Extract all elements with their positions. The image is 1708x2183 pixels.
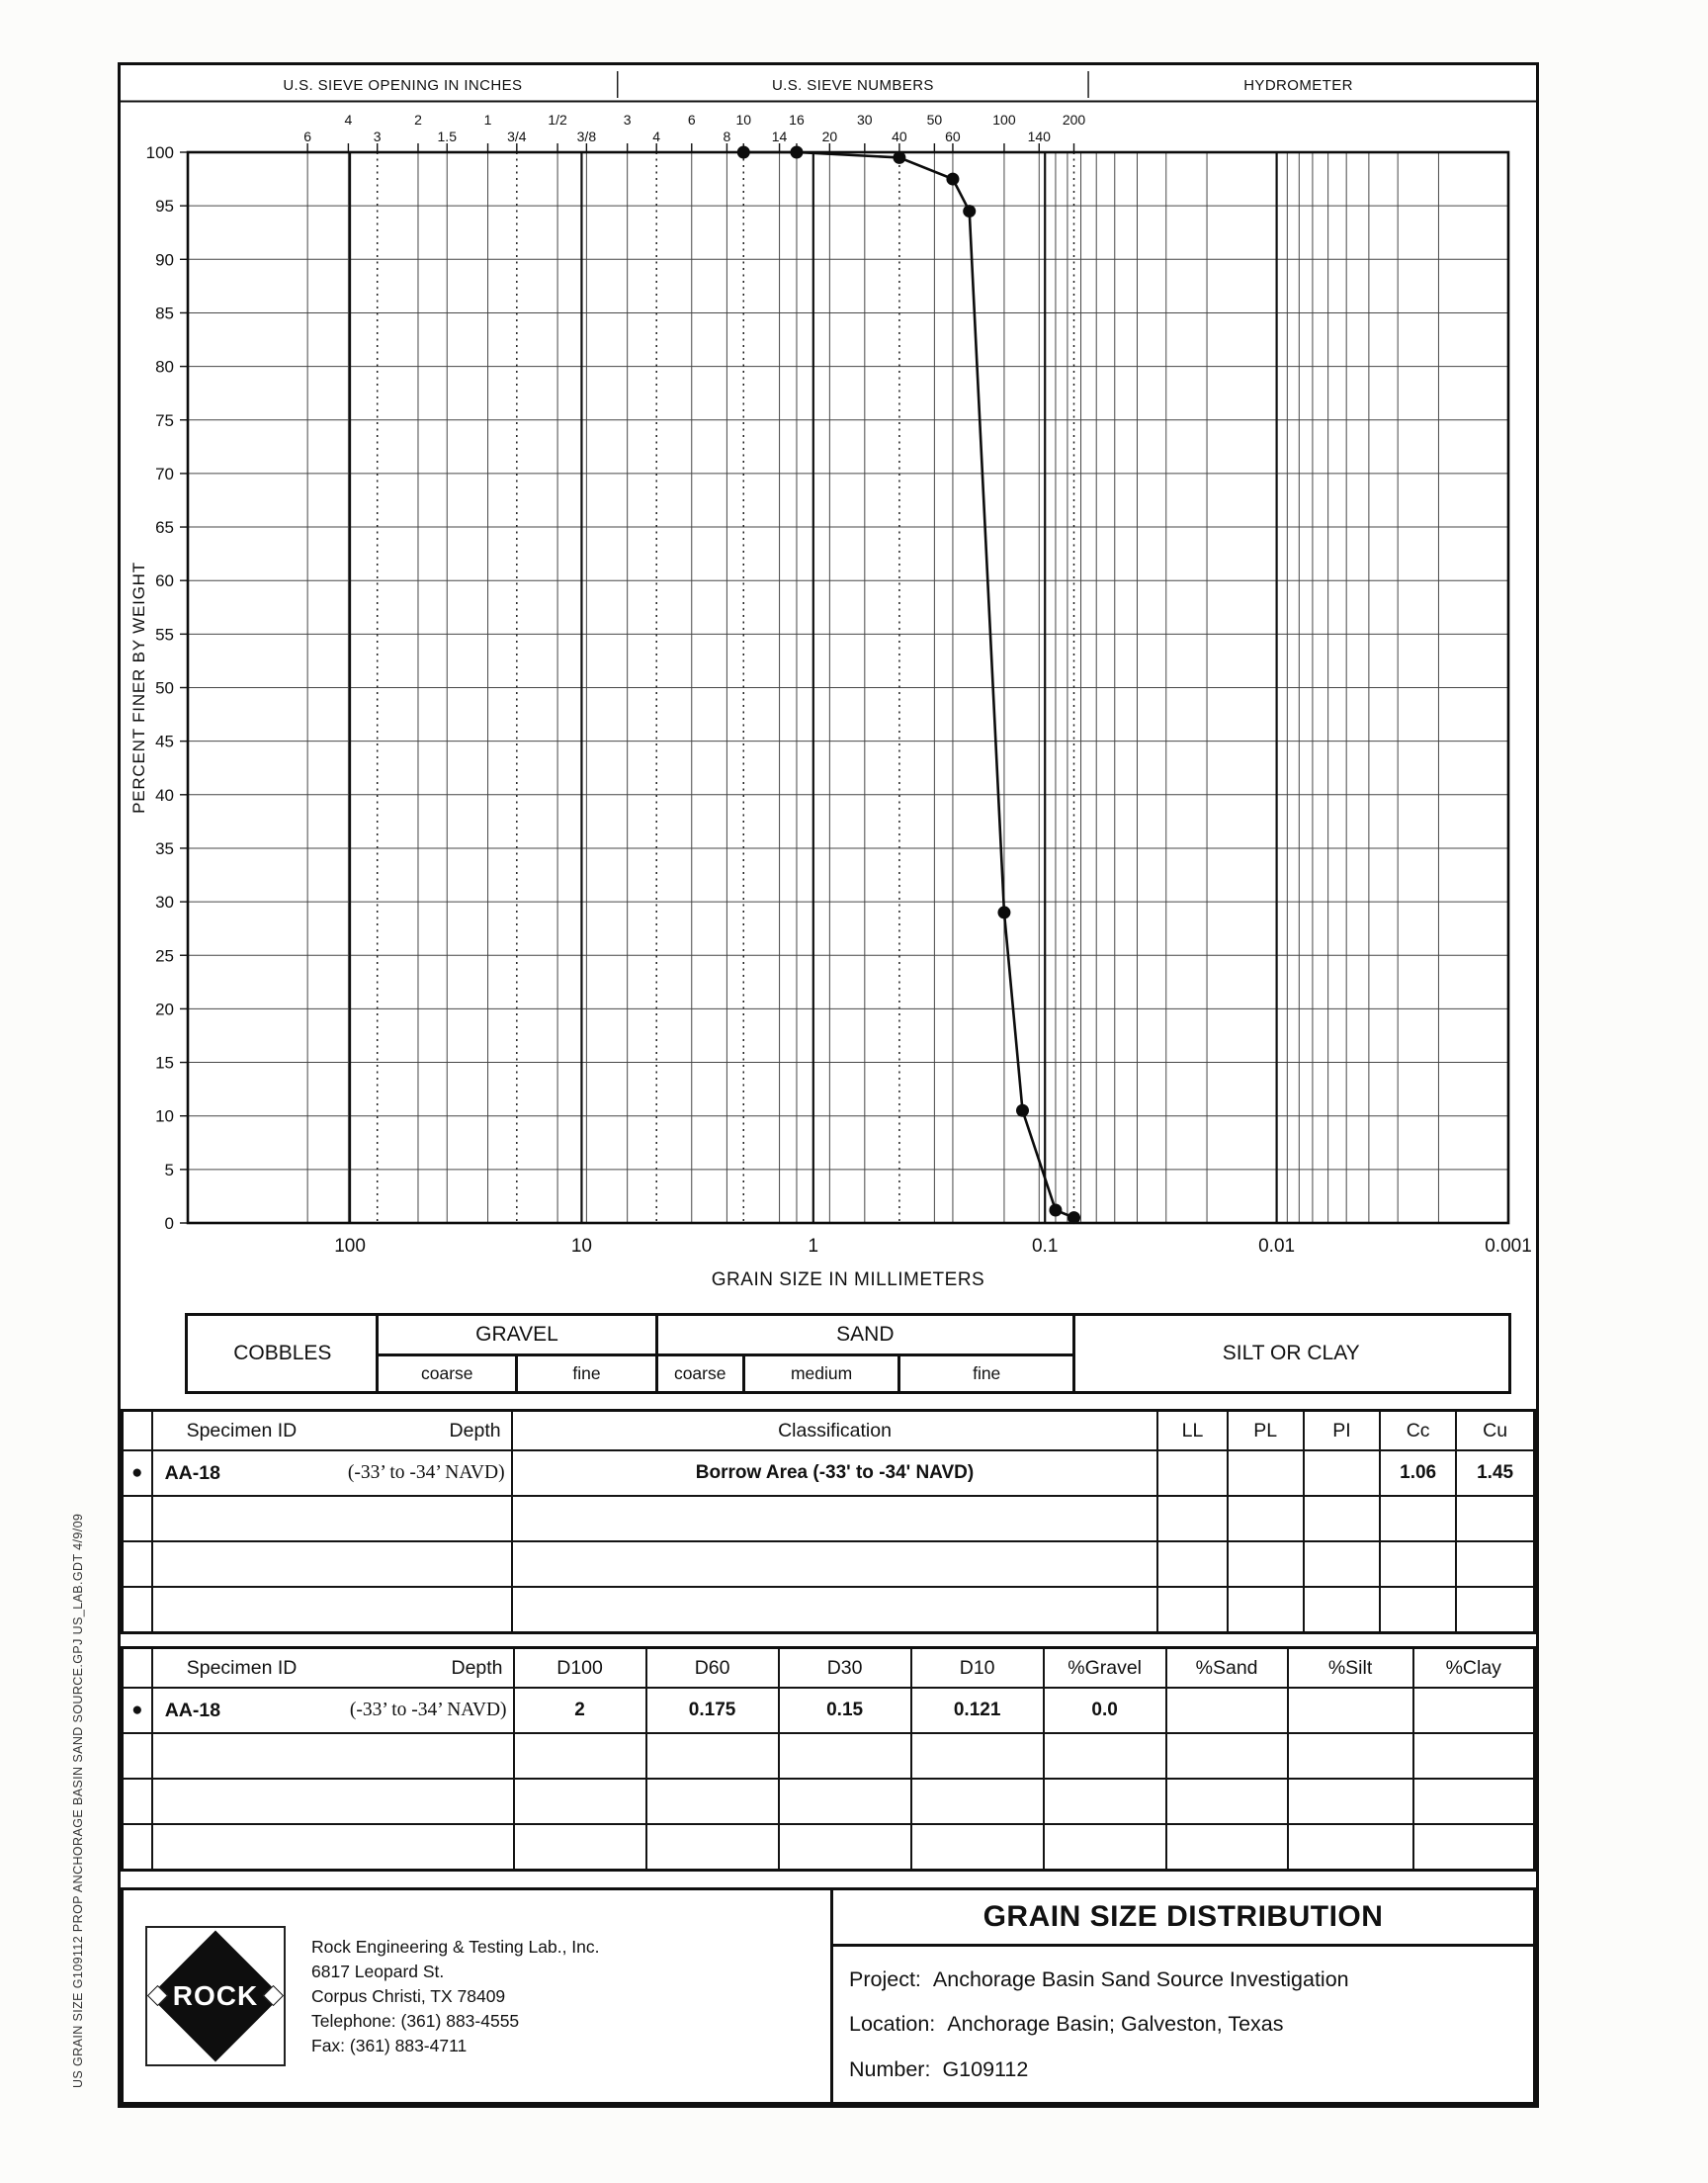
sieve-size-label: 30 bbox=[857, 112, 873, 128]
svg-text:55: 55 bbox=[155, 625, 174, 645]
value-cell: 0.121 bbox=[911, 1688, 1044, 1733]
classification-subcell: coarse bbox=[673, 1363, 726, 1383]
specimen-id-header: Specimen ID bbox=[186, 1419, 298, 1441]
company-street: 6817 Leopard St. bbox=[311, 1961, 445, 1981]
column-header: %Gravel bbox=[1044, 1648, 1166, 1689]
value-cell: 1.45 bbox=[1456, 1450, 1534, 1496]
number-row bbox=[849, 2057, 1533, 2082]
sieve-size-label: 20 bbox=[821, 129, 838, 144]
data-point-marker bbox=[963, 205, 976, 218]
sieve-size-label: 200 bbox=[1062, 112, 1086, 128]
data-table bbox=[121, 1409, 1536, 1634]
report-fields bbox=[833, 1947, 1533, 2102]
sieve-size-label: 6 bbox=[303, 129, 312, 144]
sieve-size-label: 4 bbox=[344, 112, 353, 128]
data-point-marker bbox=[790, 146, 803, 159]
column-header: %Clay bbox=[1413, 1648, 1535, 1689]
svg-text:60: 60 bbox=[155, 571, 174, 591]
specimen-depth: (-33’ to -34’ NAVD) bbox=[349, 1700, 507, 1720]
classification-cell: SAND bbox=[836, 1323, 895, 1346]
specimen-id: AA-18 bbox=[164, 1461, 220, 1484]
data-point-marker bbox=[997, 906, 1010, 918]
project-value: Anchorage Basin Sand Source Investigation bbox=[932, 1966, 1349, 1991]
value-cell: 0.175 bbox=[646, 1688, 779, 1733]
specimen-classification-table bbox=[121, 1409, 1536, 1634]
data-point-marker bbox=[1016, 1104, 1029, 1117]
svg-text:40: 40 bbox=[155, 785, 174, 805]
x-axis-tick-label: 0.001 bbox=[1485, 1236, 1532, 1257]
svg-text:95: 95 bbox=[155, 197, 174, 217]
data-point-marker bbox=[737, 146, 750, 159]
sieve-size-label: 3 bbox=[373, 129, 382, 144]
empty-table-row bbox=[123, 1541, 1535, 1587]
sieve-size-label: 100 bbox=[992, 112, 1016, 128]
svg-text:50: 50 bbox=[155, 678, 174, 698]
value-cell: 1.06 bbox=[1380, 1450, 1456, 1496]
value-cell: Borrow Area (-33' to -34' NAVD) bbox=[512, 1450, 1158, 1496]
classification-strip bbox=[185, 1313, 1511, 1394]
svg-text:5: 5 bbox=[164, 1160, 174, 1179]
rock-logo bbox=[145, 1926, 286, 2066]
empty-table-row bbox=[123, 1587, 1535, 1633]
company-city: Corpus Christi, TX 78409 bbox=[311, 1985, 506, 2006]
axis-section-label: HYDROMETER bbox=[1243, 77, 1353, 94]
value-cell bbox=[1304, 1450, 1380, 1496]
classification-subcell: fine bbox=[973, 1363, 1001, 1383]
x-axis-tick-label: 10 bbox=[570, 1236, 593, 1257]
sieve-size-label: 8 bbox=[723, 129, 731, 144]
table-header-row bbox=[123, 1648, 1535, 1689]
column-header: Cc bbox=[1380, 1411, 1456, 1451]
grid-lines bbox=[188, 152, 1508, 1223]
company-address bbox=[311, 1935, 600, 2058]
column-header: D100 bbox=[514, 1648, 646, 1689]
svg-text:15: 15 bbox=[155, 1053, 174, 1073]
sieve-size-label: 3/8 bbox=[576, 129, 597, 144]
svg-text:75: 75 bbox=[155, 410, 174, 430]
sieve-size-label: 1.5 bbox=[437, 129, 457, 144]
number-label: Number: bbox=[849, 2056, 931, 2081]
sieve-size-label: 16 bbox=[789, 112, 805, 128]
svg-text:20: 20 bbox=[155, 1000, 174, 1019]
title-block bbox=[121, 1887, 1536, 2105]
column-header: PL bbox=[1228, 1411, 1304, 1451]
depth-header: Depth bbox=[451, 1656, 503, 1679]
sieve-size-label: 140 bbox=[1027, 129, 1051, 144]
empty-table-row bbox=[123, 1733, 1535, 1779]
company-name: Rock Engineering & Testing Lab., Inc. bbox=[311, 1936, 600, 1957]
svg-text:80: 80 bbox=[155, 357, 174, 377]
svg-text:90: 90 bbox=[155, 250, 174, 270]
column-header: %Sand bbox=[1166, 1648, 1288, 1689]
grain-size-chart bbox=[121, 65, 1536, 1313]
classification-cell: GRAVEL bbox=[475, 1323, 558, 1346]
axis-section-label: U.S. SIEVE OPENING IN INCHES bbox=[283, 77, 523, 94]
sieve-size-label: 2 bbox=[414, 112, 422, 128]
value-cell bbox=[1413, 1688, 1535, 1733]
empty-table-row bbox=[123, 1779, 1535, 1824]
column-header: LL bbox=[1157, 1411, 1227, 1451]
classification-subcell: medium bbox=[790, 1363, 853, 1383]
sieve-size-label: 1/2 bbox=[548, 112, 567, 128]
axis-section-label: U.S. SIEVE NUMBERS bbox=[771, 77, 934, 94]
report-title: GRAIN SIZE DISTRIBUTION bbox=[833, 1890, 1533, 1947]
value-cell bbox=[1166, 1688, 1288, 1733]
svg-text:30: 30 bbox=[155, 893, 174, 913]
svg-text:0: 0 bbox=[164, 1214, 174, 1233]
svg-text:100: 100 bbox=[145, 143, 174, 162]
marker-column-header bbox=[123, 1648, 152, 1689]
svg-text:35: 35 bbox=[155, 838, 174, 858]
data-table bbox=[121, 1646, 1536, 1872]
series-marker: ● bbox=[123, 1688, 152, 1733]
value-cell: 2 bbox=[514, 1688, 646, 1733]
specimen-id-header: Specimen ID bbox=[186, 1656, 298, 1679]
classification-subcell: fine bbox=[572, 1363, 601, 1383]
column-header: D60 bbox=[646, 1648, 779, 1689]
file-reference-sidetext: US GRAIN SIZE G109112 PROP ANCHORAGE BASIN SAND SOURCE.GPJ US_LAB.GDT 4/9/09 bbox=[71, 1513, 85, 2088]
column-header: Classification bbox=[512, 1411, 1158, 1451]
data-point-marker bbox=[1068, 1211, 1080, 1224]
data-point-marker bbox=[946, 173, 959, 186]
table-header-row bbox=[123, 1411, 1535, 1451]
sieve-size-label: 3 bbox=[623, 112, 632, 128]
axis-ticks-and-labels bbox=[129, 112, 1532, 1290]
classification-cell: SILT OR CLAY bbox=[1222, 1342, 1360, 1364]
location-row bbox=[849, 2012, 1533, 2037]
table-row bbox=[123, 1688, 1535, 1733]
top-header-band bbox=[121, 71, 1536, 102]
specimen-depth: (-33’ to -34’ NAVD) bbox=[347, 1462, 505, 1483]
x-axis-tick-label: 0.1 bbox=[1031, 1236, 1059, 1257]
table-row bbox=[123, 1450, 1535, 1496]
data-point-marker bbox=[1049, 1204, 1062, 1217]
project-label: Project: bbox=[849, 1966, 921, 1991]
sieve-size-label: 60 bbox=[945, 129, 961, 144]
svg-text:85: 85 bbox=[155, 304, 174, 323]
column-header: PI bbox=[1304, 1411, 1380, 1451]
svg-text:25: 25 bbox=[155, 946, 174, 966]
company-phone: Telephone: (361) 883-4555 bbox=[311, 2010, 520, 2031]
sieve-size-label: 6 bbox=[687, 112, 696, 128]
grain-size-chart-svg bbox=[121, 65, 1536, 1313]
value-cell: 0.15 bbox=[779, 1688, 911, 1733]
location-value: Anchorage Basin; Galveston, Texas bbox=[947, 2012, 1284, 2036]
value-cell: 0.0 bbox=[1044, 1688, 1166, 1733]
x-axis-tick-label: 100 bbox=[334, 1236, 366, 1257]
number-value: G109112 bbox=[942, 2056, 1029, 2081]
document-frame bbox=[118, 62, 1539, 2108]
sieve-size-label: 10 bbox=[735, 112, 752, 128]
marker-column-header bbox=[123, 1411, 152, 1451]
company-fax: Fax: (361) 883-4711 bbox=[311, 2035, 468, 2055]
svg-text:10: 10 bbox=[155, 1106, 174, 1126]
sieve-size-label: 40 bbox=[892, 129, 907, 144]
value-cell bbox=[1228, 1450, 1304, 1496]
series-marker: ● bbox=[123, 1450, 152, 1496]
classification-subcell: coarse bbox=[420, 1363, 473, 1383]
classification-cell: COBBLES bbox=[233, 1342, 332, 1364]
sieve-size-label: 4 bbox=[652, 129, 661, 144]
data-point-marker bbox=[893, 151, 905, 164]
column-header: D10 bbox=[911, 1648, 1044, 1689]
rock-logo-text: ROCK bbox=[172, 1980, 259, 2011]
empty-table-row bbox=[123, 1824, 1535, 1871]
report-info bbox=[833, 1890, 1533, 2102]
sieve-size-label: 14 bbox=[771, 129, 788, 144]
column-header: Cu bbox=[1456, 1411, 1534, 1451]
svg-text:70: 70 bbox=[155, 464, 174, 483]
depth-header: Depth bbox=[449, 1419, 501, 1441]
column-header: D30 bbox=[779, 1648, 911, 1689]
x-axis-tick-label: 0.01 bbox=[1258, 1236, 1296, 1257]
column-header: %Silt bbox=[1288, 1648, 1413, 1689]
sieve-size-label: 1 bbox=[483, 112, 492, 128]
value-cell bbox=[1288, 1688, 1413, 1733]
location-label: Location: bbox=[849, 2012, 936, 2036]
x-axis-title: GRAIN SIZE IN MILLIMETERS bbox=[711, 1269, 985, 1290]
specimen-id: AA-18 bbox=[164, 1699, 221, 1721]
y-axis-title: PERCENT FINER BY WEIGHT bbox=[129, 562, 148, 814]
gradation-curve bbox=[743, 152, 1073, 1218]
svg-text:65: 65 bbox=[155, 518, 174, 538]
empty-table-row bbox=[123, 1496, 1535, 1541]
gradation-values-table bbox=[121, 1646, 1536, 1872]
company-block bbox=[124, 1890, 833, 2102]
sieve-size-label: 3/4 bbox=[507, 129, 527, 144]
x-axis-tick-label: 1 bbox=[808, 1236, 819, 1257]
value-cell bbox=[1157, 1450, 1227, 1496]
svg-text:45: 45 bbox=[155, 732, 174, 751]
sieve-size-label: 50 bbox=[926, 112, 943, 128]
project-row bbox=[849, 1967, 1533, 1992]
